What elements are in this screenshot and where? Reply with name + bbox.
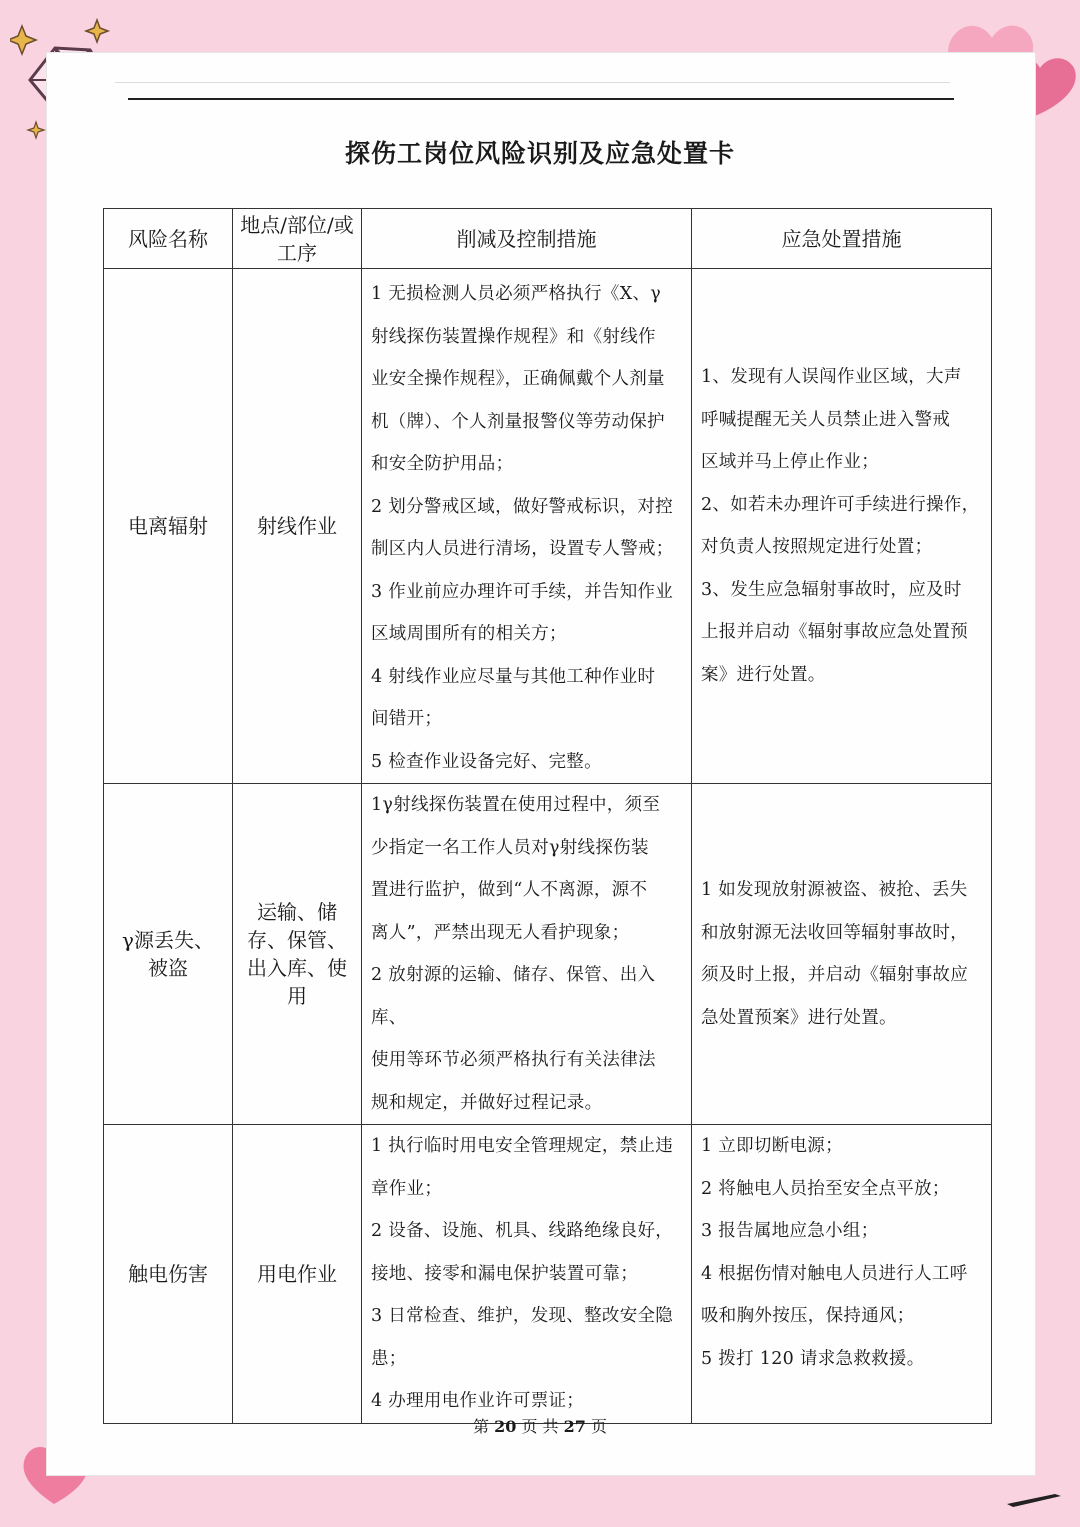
list-item: 少指定一名工作人员对γ射线探伤装 bbox=[371, 837, 649, 858]
page-title: 探伤工岗位风险识别及应急处置卡 bbox=[344, 139, 735, 168]
footer-mid: 页 共 bbox=[521, 1417, 559, 1436]
control-measures bbox=[362, 784, 692, 1125]
total-pages: 27 bbox=[563, 1417, 586, 1436]
list-item: 5 检查作业设备完好、完整。 bbox=[371, 751, 602, 772]
footer-suffix: 页 bbox=[591, 1417, 608, 1436]
list-item: 呼喊提醒无关人员禁止进入警戒 bbox=[701, 409, 951, 430]
list-item: 制区内人员进行清场，设置专人警戒； bbox=[371, 539, 674, 559]
list-item: 2 将触电人员抬至安全点平放； bbox=[701, 1178, 950, 1199]
risk-location: 射线作业 bbox=[233, 269, 362, 784]
list-item: 规和规定，并做好过程记录。 bbox=[371, 1092, 603, 1113]
list-item: 使用等环节必须严格执行有关法律法 bbox=[371, 1050, 656, 1070]
list-item: 间错开； bbox=[371, 709, 443, 729]
list-item: 机（牌）、个人剂量报警仪等劳动保护 bbox=[371, 411, 665, 432]
list-item: 2 划分警戒区域，做好警戒标识，对控 bbox=[371, 496, 674, 517]
list-item: 5 拨打 120 请求急救救援。 bbox=[701, 1348, 925, 1369]
table-row bbox=[104, 269, 992, 784]
list-item: 离人”，严禁出现无人看护现象； bbox=[371, 922, 630, 943]
emergency-measures bbox=[692, 269, 992, 784]
header-rule-thin bbox=[115, 82, 950, 83]
list-item: 2 放射源的运输、储存、保管、出入库、 bbox=[371, 965, 656, 1028]
list-item: 射线探伤装置操作规程》和《射线作 bbox=[371, 326, 656, 347]
list-item: 4 根据伤情对触电人员进行人工呼 bbox=[701, 1263, 968, 1284]
list-item: 吸和胸外按压，保持通风； bbox=[701, 1306, 915, 1326]
risk-location: 运输、储存、保管、出入库、使用 bbox=[233, 784, 362, 1125]
control-measures bbox=[362, 269, 692, 784]
header-rule bbox=[128, 98, 954, 100]
table-header-row bbox=[104, 209, 992, 269]
list-item: 区域并马上停止作业； bbox=[701, 452, 879, 472]
list-item: 1、发现有人误闯作业区域，大声 bbox=[701, 367, 962, 387]
header-location: 地点/部位/或工序 bbox=[233, 209, 362, 269]
list-item: 1 立即切断电源； bbox=[701, 1136, 843, 1156]
risk-table bbox=[103, 208, 992, 1424]
list-item: 须及时上报，并启动《辐射事故应 bbox=[701, 965, 968, 985]
emergency-measures bbox=[692, 1125, 992, 1424]
list-item: 1γ射线探伤装置在使用过程中，须至 bbox=[371, 795, 661, 815]
list-item: 2、如若未办理许可手续进行操作， bbox=[701, 494, 980, 515]
list-item: 急处置预案》进行处置。 bbox=[701, 1007, 897, 1028]
list-item: 1 无损检测人员必须严格执行《X、γ bbox=[371, 284, 662, 304]
list-item: 和放射源无法收回等辐射事故时， bbox=[701, 922, 968, 943]
header-emergency: 应急处置措施 bbox=[692, 209, 992, 269]
list-item: 和安全防护用品； bbox=[371, 454, 514, 474]
list-item: 1 如发现放射源被盗、被抢、丢失 bbox=[701, 880, 968, 900]
risk-name: 触电伤害 bbox=[104, 1125, 233, 1424]
pen-icon bbox=[1005, 1490, 1065, 1510]
list-item: 2 设备、设施、机具、线路绝缘良好， bbox=[371, 1221, 674, 1241]
emergency-measures bbox=[692, 784, 992, 1125]
list-item: 章作业； bbox=[371, 1178, 443, 1199]
list-item: 3 作业前应办理许可手续，并告知作业 bbox=[371, 581, 674, 602]
list-item: 业安全操作规程》，正确佩戴个人剂量 bbox=[371, 369, 665, 389]
list-item: 对负责人按照规定进行处置； bbox=[701, 537, 933, 557]
list-item: 3 日常检查、维护，发现、整改安全隐 bbox=[371, 1306, 674, 1326]
header-controls: 削减及控制措施 bbox=[362, 209, 692, 269]
risk-location: 用电作业 bbox=[233, 1125, 362, 1424]
list-item: 区域周围所有的相关方； bbox=[371, 624, 567, 644]
risk-name: 电离辐射 bbox=[104, 269, 233, 784]
list-item: 接地、接零和漏电保护装置可靠； bbox=[371, 1263, 638, 1284]
list-item: 患； bbox=[371, 1348, 407, 1369]
page-footer bbox=[0, 1414, 1080, 1437]
control-measures bbox=[362, 1125, 692, 1424]
risk-name: γ源丢失、被盗 bbox=[104, 784, 233, 1125]
list-item: 上报并启动《辐射事故应急处置预 bbox=[701, 622, 968, 642]
list-item: 1 执行临时用电安全管理规定，禁止违 bbox=[371, 1136, 674, 1156]
list-item: 置进行监护，做到“人不离源，源不 bbox=[371, 880, 648, 900]
list-item: 3、发生应急辐射事故时，应及时 bbox=[701, 579, 962, 600]
header-risk-name: 风险名称 bbox=[104, 209, 233, 269]
footer-prefix: 第 bbox=[472, 1417, 489, 1436]
list-item: 案》进行处置。 bbox=[701, 664, 826, 685]
list-item: 4 射线作业应尽量与其他工种作业时 bbox=[371, 666, 656, 687]
list-item: 3 报告属地应急小组； bbox=[701, 1221, 879, 1241]
current-page: 20 bbox=[494, 1417, 517, 1436]
table-row bbox=[104, 784, 992, 1125]
table-row bbox=[104, 1125, 992, 1424]
list-item: 4 办理用电作业许可票证； bbox=[371, 1391, 585, 1411]
